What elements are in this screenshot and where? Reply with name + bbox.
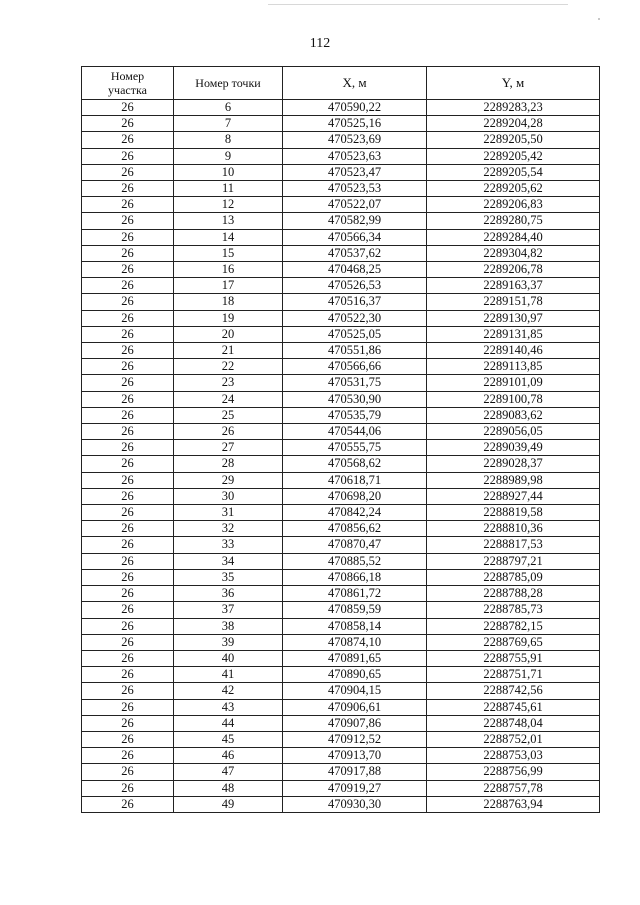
cell-y: 2288785,73 bbox=[427, 602, 600, 618]
cell-point-number: 18 bbox=[174, 294, 283, 310]
table-row bbox=[82, 488, 600, 504]
cell-plot-number: 26 bbox=[82, 278, 174, 294]
cell-y: 2289039,49 bbox=[427, 440, 600, 456]
cell-point-number: 30 bbox=[174, 488, 283, 504]
cell-y: 2289056,05 bbox=[427, 424, 600, 440]
header-row bbox=[82, 67, 600, 100]
table-row bbox=[82, 262, 600, 278]
cell-x: 470618,71 bbox=[283, 472, 427, 488]
cell-plot-number: 26 bbox=[82, 229, 174, 245]
cell-plot-number: 26 bbox=[82, 197, 174, 213]
cell-x: 470468,25 bbox=[283, 262, 427, 278]
cell-y: 2289206,83 bbox=[427, 197, 600, 213]
cell-point-number: 33 bbox=[174, 537, 283, 553]
cell-point-number: 25 bbox=[174, 407, 283, 423]
table-row bbox=[82, 602, 600, 618]
cell-y: 2289100,78 bbox=[427, 391, 600, 407]
table-row bbox=[82, 278, 600, 294]
cell-x: 470842,24 bbox=[283, 505, 427, 521]
cell-x: 470919,27 bbox=[283, 780, 427, 796]
cell-point-number: 16 bbox=[174, 262, 283, 278]
cell-y: 2289028,37 bbox=[427, 456, 600, 472]
cell-plot-number: 26 bbox=[82, 634, 174, 650]
table-row bbox=[82, 748, 600, 764]
cell-plot-number: 26 bbox=[82, 699, 174, 715]
header-plot-number-label: Номер участка bbox=[108, 69, 147, 97]
cell-plot-number: 26 bbox=[82, 375, 174, 391]
header-point-number: Номер точки bbox=[174, 67, 283, 100]
table-header bbox=[82, 67, 600, 100]
cell-x: 470526,53 bbox=[283, 278, 427, 294]
cell-plot-number: 26 bbox=[82, 132, 174, 148]
scan-artifact-line bbox=[268, 4, 568, 5]
cell-plot-number: 26 bbox=[82, 586, 174, 602]
table-row bbox=[82, 440, 600, 456]
page-number: 112 bbox=[309, 36, 331, 51]
cell-plot-number: 26 bbox=[82, 764, 174, 780]
cell-point-number: 38 bbox=[174, 618, 283, 634]
cell-point-number: 11 bbox=[174, 181, 283, 197]
cell-point-number: 31 bbox=[174, 505, 283, 521]
cell-y: 2288757,78 bbox=[427, 780, 600, 796]
cell-x: 470874,10 bbox=[283, 634, 427, 650]
cell-x: 470522,30 bbox=[283, 310, 427, 326]
cell-x: 470912,52 bbox=[283, 731, 427, 747]
table-row bbox=[82, 424, 600, 440]
cell-y: 2289083,62 bbox=[427, 407, 600, 423]
cell-y: 2289284,40 bbox=[427, 229, 600, 245]
table-row bbox=[82, 553, 600, 569]
cell-x: 470537,62 bbox=[283, 245, 427, 261]
cell-y: 2289205,42 bbox=[427, 148, 600, 164]
table-row bbox=[82, 245, 600, 261]
cell-point-number: 10 bbox=[174, 164, 283, 180]
cell-point-number: 13 bbox=[174, 213, 283, 229]
cell-x: 470698,20 bbox=[283, 488, 427, 504]
cell-x: 470858,14 bbox=[283, 618, 427, 634]
cell-point-number: 36 bbox=[174, 586, 283, 602]
cell-x: 470907,86 bbox=[283, 715, 427, 731]
cell-point-number: 49 bbox=[174, 796, 283, 812]
cell-x: 470523,47 bbox=[283, 164, 427, 180]
cell-plot-number: 26 bbox=[82, 391, 174, 407]
cell-x: 470890,65 bbox=[283, 667, 427, 683]
cell-point-number: 43 bbox=[174, 699, 283, 715]
cell-plot-number: 26 bbox=[82, 326, 174, 342]
cell-x: 470885,52 bbox=[283, 553, 427, 569]
cell-y: 2289206,78 bbox=[427, 262, 600, 278]
cell-plot-number: 26 bbox=[82, 553, 174, 569]
cell-x: 470535,79 bbox=[283, 407, 427, 423]
cell-point-number: 42 bbox=[174, 683, 283, 699]
cell-plot-number: 26 bbox=[82, 683, 174, 699]
cell-point-number: 26 bbox=[174, 424, 283, 440]
cell-point-number: 14 bbox=[174, 229, 283, 245]
cell-point-number: 22 bbox=[174, 359, 283, 375]
cell-y: 2288797,21 bbox=[427, 553, 600, 569]
cell-y: 2288748,04 bbox=[427, 715, 600, 731]
table-row bbox=[82, 359, 600, 375]
table-row bbox=[82, 699, 600, 715]
table-row bbox=[82, 683, 600, 699]
cell-x: 470523,53 bbox=[283, 181, 427, 197]
cell-point-number: 27 bbox=[174, 440, 283, 456]
cell-plot-number: 26 bbox=[82, 537, 174, 553]
cell-point-number: 47 bbox=[174, 764, 283, 780]
cell-y: 2288817,53 bbox=[427, 537, 600, 553]
cell-plot-number: 26 bbox=[82, 424, 174, 440]
cell-point-number: 46 bbox=[174, 748, 283, 764]
cell-x: 470525,16 bbox=[283, 116, 427, 132]
table-row bbox=[82, 132, 600, 148]
table-row bbox=[82, 505, 600, 521]
cell-point-number: 19 bbox=[174, 310, 283, 326]
table-row bbox=[82, 391, 600, 407]
cell-plot-number: 26 bbox=[82, 181, 174, 197]
cell-plot-number: 26 bbox=[82, 650, 174, 666]
table-body bbox=[82, 100, 600, 813]
cell-plot-number: 26 bbox=[82, 148, 174, 164]
table-row bbox=[82, 764, 600, 780]
cell-point-number: 12 bbox=[174, 197, 283, 213]
cell-plot-number: 26 bbox=[82, 359, 174, 375]
cell-plot-number: 26 bbox=[82, 100, 174, 116]
cell-x: 470566,34 bbox=[283, 229, 427, 245]
cell-y: 2288810,36 bbox=[427, 521, 600, 537]
table-row bbox=[82, 229, 600, 245]
cell-x: 470555,75 bbox=[283, 440, 427, 456]
cell-x: 470530,90 bbox=[283, 391, 427, 407]
cell-point-number: 35 bbox=[174, 569, 283, 585]
cell-point-number: 32 bbox=[174, 521, 283, 537]
cell-point-number: 7 bbox=[174, 116, 283, 132]
table-row bbox=[82, 213, 600, 229]
cell-point-number: 28 bbox=[174, 456, 283, 472]
cell-x: 470930,30 bbox=[283, 796, 427, 812]
cell-x: 470859,59 bbox=[283, 602, 427, 618]
cell-plot-number: 26 bbox=[82, 796, 174, 812]
cell-y: 2289113,85 bbox=[427, 359, 600, 375]
table-row bbox=[82, 343, 600, 359]
cell-point-number: 9 bbox=[174, 148, 283, 164]
cell-point-number: 20 bbox=[174, 326, 283, 342]
cell-plot-number: 26 bbox=[82, 618, 174, 634]
cell-x: 470568,62 bbox=[283, 456, 427, 472]
cell-y: 2288819,58 bbox=[427, 505, 600, 521]
cell-plot-number: 26 bbox=[82, 294, 174, 310]
cell-plot-number: 26 bbox=[82, 343, 174, 359]
cell-y: 2289131,85 bbox=[427, 326, 600, 342]
cell-plot-number: 26 bbox=[82, 731, 174, 747]
cell-y: 2288751,71 bbox=[427, 667, 600, 683]
table-row bbox=[82, 586, 600, 602]
cell-plot-number: 26 bbox=[82, 310, 174, 326]
cell-point-number: 29 bbox=[174, 472, 283, 488]
cell-plot-number: 26 bbox=[82, 116, 174, 132]
cell-x: 470870,47 bbox=[283, 537, 427, 553]
cell-x: 470861,72 bbox=[283, 586, 427, 602]
cell-plot-number: 26 bbox=[82, 715, 174, 731]
table-row bbox=[82, 667, 600, 683]
cell-y: 2289304,82 bbox=[427, 245, 600, 261]
cell-point-number: 17 bbox=[174, 278, 283, 294]
cell-y: 2288742,56 bbox=[427, 683, 600, 699]
table-row bbox=[82, 618, 600, 634]
cell-y: 2288927,44 bbox=[427, 488, 600, 504]
cell-point-number: 41 bbox=[174, 667, 283, 683]
cell-x: 470856,62 bbox=[283, 521, 427, 537]
cell-plot-number: 26 bbox=[82, 488, 174, 504]
cell-plot-number: 26 bbox=[82, 407, 174, 423]
cell-point-number: 15 bbox=[174, 245, 283, 261]
cell-y: 2288763,94 bbox=[427, 796, 600, 812]
cell-plot-number: 26 bbox=[82, 262, 174, 278]
cell-plot-number: 26 bbox=[82, 780, 174, 796]
cell-x: 470531,75 bbox=[283, 375, 427, 391]
table-row bbox=[82, 164, 600, 180]
cell-x: 470522,07 bbox=[283, 197, 427, 213]
cell-y: 2289205,54 bbox=[427, 164, 600, 180]
table-row bbox=[82, 634, 600, 650]
table-row bbox=[82, 310, 600, 326]
table-row bbox=[82, 197, 600, 213]
cell-x: 470544,06 bbox=[283, 424, 427, 440]
cell-y: 2288745,61 bbox=[427, 699, 600, 715]
cell-point-number: 45 bbox=[174, 731, 283, 747]
header-x: X, м bbox=[283, 67, 427, 100]
coordinates-table bbox=[81, 66, 600, 813]
cell-plot-number: 26 bbox=[82, 472, 174, 488]
cell-plot-number: 26 bbox=[82, 456, 174, 472]
table-row bbox=[82, 650, 600, 666]
table-row bbox=[82, 521, 600, 537]
header-plot-number bbox=[82, 67, 174, 100]
cell-x: 470891,65 bbox=[283, 650, 427, 666]
cell-y: 2289130,97 bbox=[427, 310, 600, 326]
cell-y: 2289283,23 bbox=[427, 100, 600, 116]
cell-point-number: 34 bbox=[174, 553, 283, 569]
cell-x: 470906,61 bbox=[283, 699, 427, 715]
table-row bbox=[82, 375, 600, 391]
table-row bbox=[82, 456, 600, 472]
table-row bbox=[82, 780, 600, 796]
cell-y: 2289204,28 bbox=[427, 116, 600, 132]
cell-y: 2288755,91 bbox=[427, 650, 600, 666]
cell-y: 2289101,09 bbox=[427, 375, 600, 391]
cell-plot-number: 26 bbox=[82, 505, 174, 521]
cell-x: 470904,15 bbox=[283, 683, 427, 699]
header-y: Y, м bbox=[427, 67, 600, 100]
cell-plot-number: 26 bbox=[82, 245, 174, 261]
table-row bbox=[82, 100, 600, 116]
cell-y: 2288756,99 bbox=[427, 764, 600, 780]
cell-x: 470516,37 bbox=[283, 294, 427, 310]
table-row bbox=[82, 569, 600, 585]
table-row bbox=[82, 715, 600, 731]
cell-y: 2288753,03 bbox=[427, 748, 600, 764]
table-row bbox=[82, 294, 600, 310]
table-row bbox=[82, 116, 600, 132]
cell-x: 470523,69 bbox=[283, 132, 427, 148]
cell-plot-number: 26 bbox=[82, 667, 174, 683]
table-row bbox=[82, 796, 600, 812]
cell-x: 470566,66 bbox=[283, 359, 427, 375]
cell-point-number: 6 bbox=[174, 100, 283, 116]
cell-point-number: 40 bbox=[174, 650, 283, 666]
cell-point-number: 44 bbox=[174, 715, 283, 731]
cell-plot-number: 26 bbox=[82, 164, 174, 180]
scan-artifact-dot bbox=[598, 18, 600, 20]
table-row bbox=[82, 326, 600, 342]
cell-x: 470913,70 bbox=[283, 748, 427, 764]
cell-point-number: 48 bbox=[174, 780, 283, 796]
cell-y: 2289163,37 bbox=[427, 278, 600, 294]
cell-y: 2288788,28 bbox=[427, 586, 600, 602]
cell-plot-number: 26 bbox=[82, 569, 174, 585]
cell-x: 470866,18 bbox=[283, 569, 427, 585]
table-row bbox=[82, 537, 600, 553]
cell-x: 470551,86 bbox=[283, 343, 427, 359]
cell-point-number: 8 bbox=[174, 132, 283, 148]
cell-x: 470582,99 bbox=[283, 213, 427, 229]
cell-plot-number: 26 bbox=[82, 748, 174, 764]
cell-point-number: 39 bbox=[174, 634, 283, 650]
cell-y: 2288769,65 bbox=[427, 634, 600, 650]
cell-plot-number: 26 bbox=[82, 440, 174, 456]
table-row bbox=[82, 731, 600, 747]
cell-plot-number: 26 bbox=[82, 602, 174, 618]
table-row bbox=[82, 148, 600, 164]
cell-point-number: 24 bbox=[174, 391, 283, 407]
table-row bbox=[82, 407, 600, 423]
cell-y: 2289205,62 bbox=[427, 181, 600, 197]
cell-point-number: 37 bbox=[174, 602, 283, 618]
cell-y: 2288785,09 bbox=[427, 569, 600, 585]
cell-y: 2289151,78 bbox=[427, 294, 600, 310]
cell-y: 2289205,50 bbox=[427, 132, 600, 148]
cell-x: 470523,63 bbox=[283, 148, 427, 164]
cell-y: 2288782,15 bbox=[427, 618, 600, 634]
cell-y: 2289280,75 bbox=[427, 213, 600, 229]
cell-y: 2288752,01 bbox=[427, 731, 600, 747]
cell-x: 470590,22 bbox=[283, 100, 427, 116]
table-row bbox=[82, 472, 600, 488]
cell-x: 470525,05 bbox=[283, 326, 427, 342]
cell-point-number: 23 bbox=[174, 375, 283, 391]
cell-y: 2288989,98 bbox=[427, 472, 600, 488]
cell-x: 470917,88 bbox=[283, 764, 427, 780]
cell-y: 2289140,46 bbox=[427, 343, 600, 359]
cell-plot-number: 26 bbox=[82, 213, 174, 229]
cell-plot-number: 26 bbox=[82, 521, 174, 537]
cell-point-number: 21 bbox=[174, 343, 283, 359]
table-row bbox=[82, 181, 600, 197]
